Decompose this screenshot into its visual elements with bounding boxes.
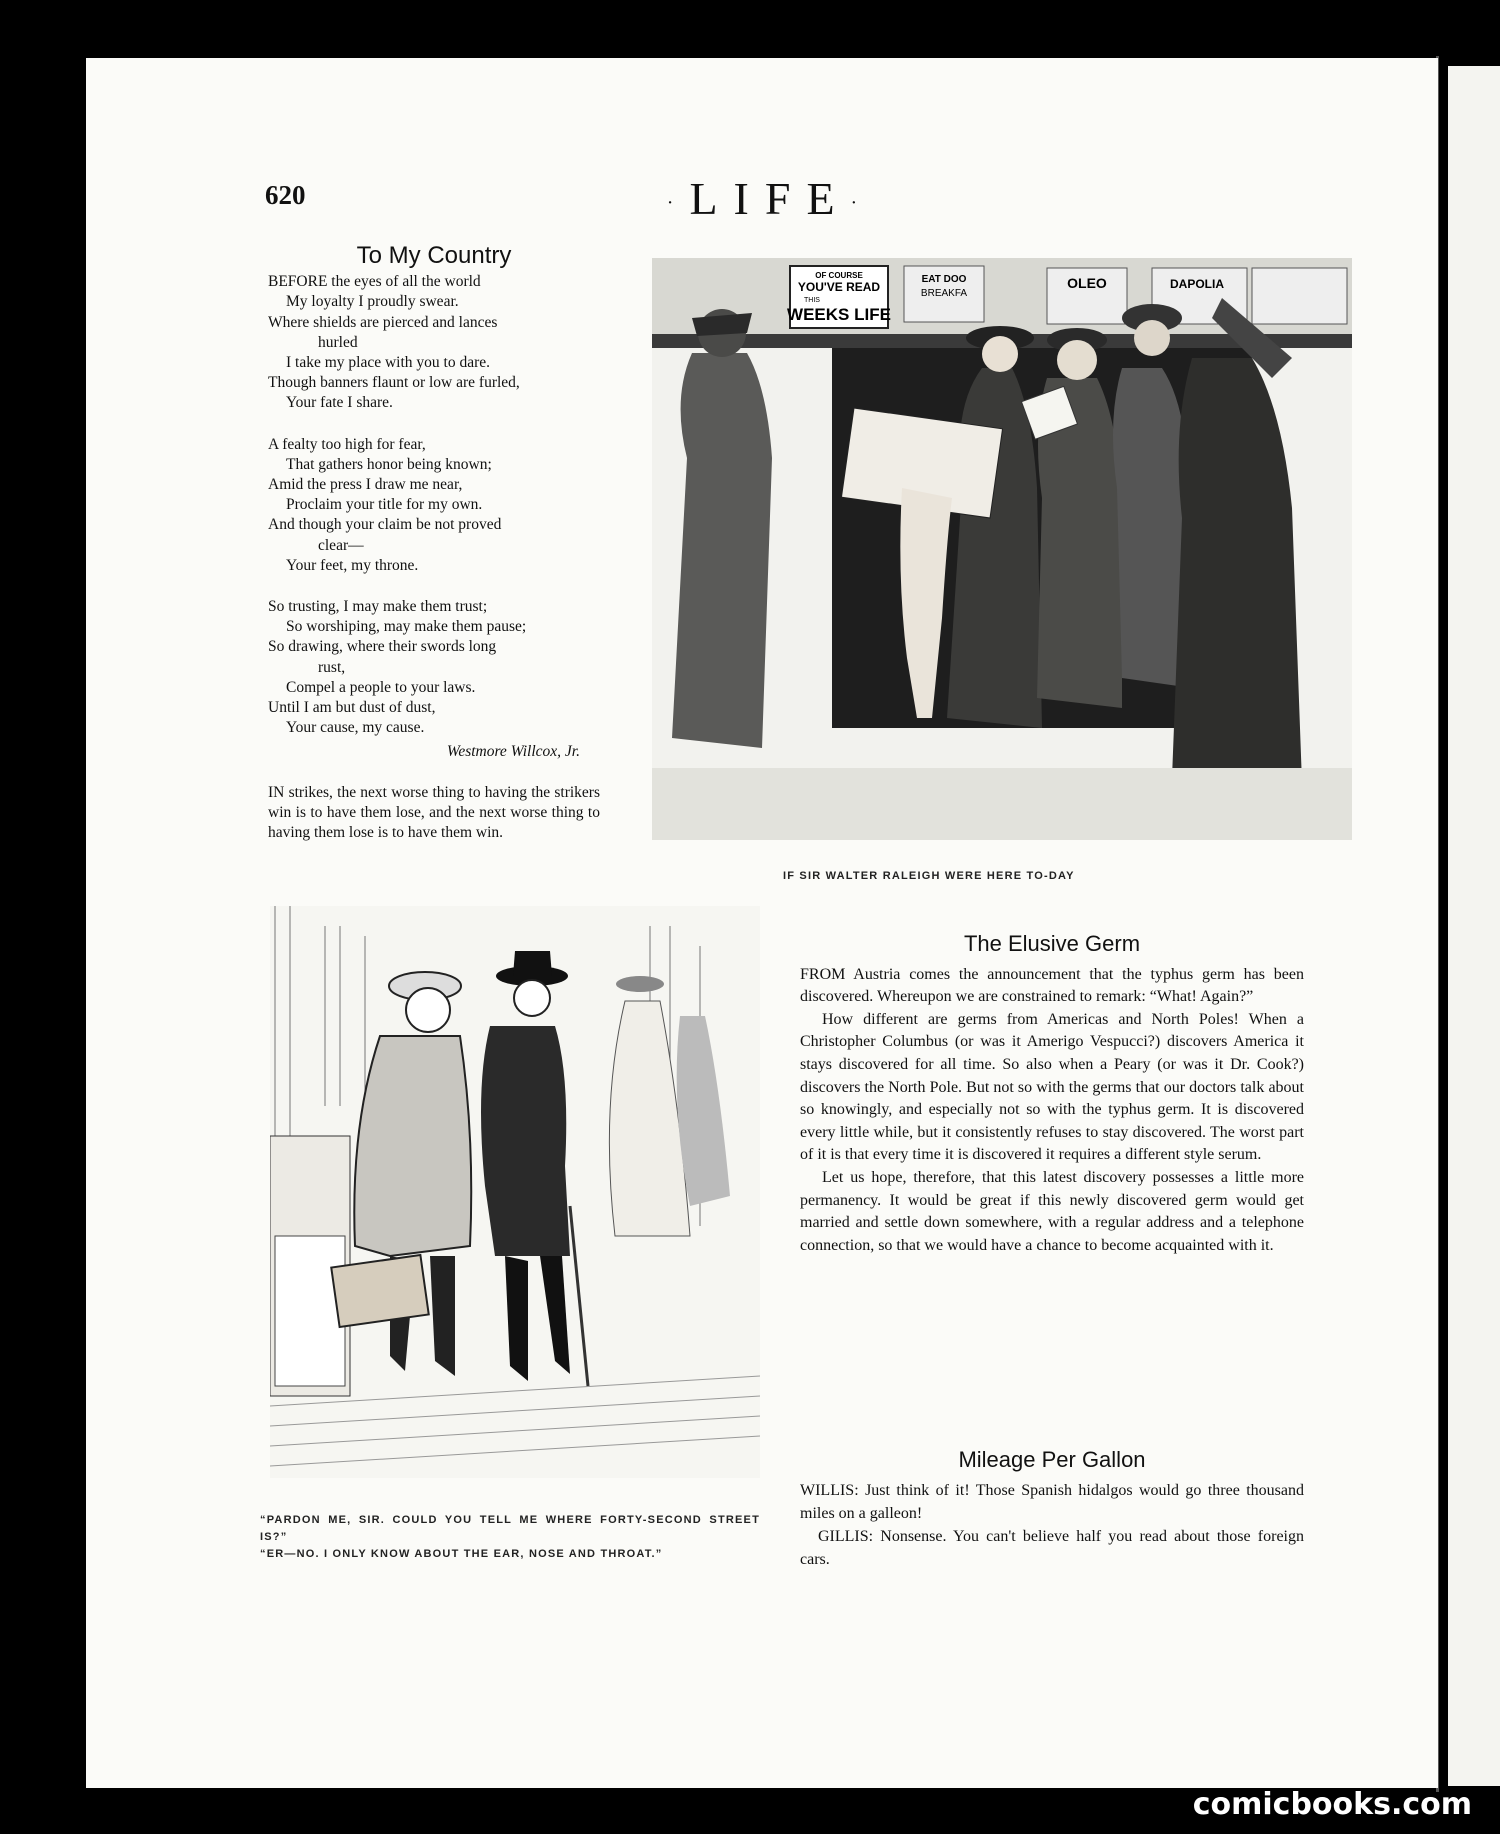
poem-line: BEFORE the eyes of all the world [268,273,481,291]
masthead-title: LIFE [689,173,851,224]
top-illustration-caption: IF SIR WALTER RALEIGH WERE HERE TO-DAY [783,870,1075,882]
poem-line: Amid the press I draw me near, [268,476,463,494]
sign-text: BREAKFA [920,288,968,299]
poem-line: My loyalty I proudly swear. [286,293,459,311]
poem-column [268,242,600,843]
sign-text: WEEKS LIFE [787,305,891,324]
poem-line: Proclaim your title for my own. [286,496,483,514]
poem-stanza-1 [268,272,600,413]
sign-text: EAT DOO [921,274,967,285]
poem-line: Though banners flaunt or low are furled, [268,374,520,392]
poem-line: Compel a people to your laws. [286,678,476,696]
poem-title: To My Country [356,242,512,269]
sign-text: THIS [804,297,820,304]
poem-line: And though your claim be not proved [268,516,502,534]
poem-line: Your fate I share. [286,394,393,412]
poem-line: A fealty too high for fear, [268,435,426,453]
poem-line: rust, [318,658,346,676]
poem-stanza-3 [268,597,600,738]
poem-line: Your feet, my throne. [286,556,419,574]
dialogue-line-gillis: GILLIS: Nonsense. You can't believe half you read about those foreign cars. [800,1528,1304,1568]
poem-line: clear— [318,536,364,554]
poem-line: Your cause, my cause. [286,719,425,737]
street-doctor-illustration [270,906,760,1478]
poem-stanza-2 [268,435,600,576]
poem-line: hurled [318,333,358,351]
poem-line: So trusting, I may make them trust; [268,598,488,616]
strikes-paragraph: IN strikes, the next worse thing to having the strikers win is to have them lose, and the next worse thing to having them lose is to have them win. [268,783,600,842]
article-title: The Elusive Germ [963,931,1141,956]
dialogue-line-willis: WILLIS: Just think of it! Those Spanish hidalgos would go three thousand miles on a galleon! [800,1482,1304,1522]
article-paragraph: How different are germs from Americas and North Poles! When a Christopher Columbus (or was it Amerigo Vespucci?) discovers America it stays discovered for all time. So also when a Peary (or was it Dr. Cook?) discovers the North Pole. But not so with the germs that our doctors talk about so knowingly, and especially not so with the typhus germ. It is discovered every little while, but it consistently refuses to stay discovered. The worst part of it is that every time it is discovered it requires a different style serum. [800,1010,1304,1164]
article-paragraph: Let us hope, therefore, that this latest discovery possesses a little more permanency. It would be great if this newly discovered germ would get married and settle down somewhere, with a regular address and a telephone connection, so that we would have a chance to become acquainted with it. [800,1168,1304,1254]
article-paragraph: FROM Austria comes the announcement that the typhus germ has been discovered. Whereupon we are constrained to remark: “What! Again?” [800,965,1304,1006]
poem-line: That gathers honor being known; [286,455,492,473]
subway-crowd-illustration [652,258,1352,840]
watermark: comicbooks.com [1192,1787,1472,1822]
caption-line: “ER—NO. I ONLY KNOW ABOUT THE EAR, NOSE AND THROAT.” [260,1548,663,1560]
mileage-article [800,1448,1304,1571]
poem-line: So worshiping, may make them pause; [286,618,527,636]
poem-line: Where shields are pierced and lances [268,313,498,331]
poem-line: Until I am but dust of dust, [268,699,436,717]
bottom-illustration-caption [260,1512,760,1563]
elusive-germ-article [800,933,1304,1257]
page-number: 620 [265,180,306,210]
masthead: ·LIFE· [666,173,874,224]
poem-line: So drawing, where their swords long [268,638,497,656]
poem-line: I take my place with you to dare. [286,354,491,372]
adjacent-page-edge [1448,66,1500,1786]
article-title: Mileage Per Gallon [958,1447,1146,1472]
sign-text: OF COURSE [815,271,863,280]
caption-line: “PARDON ME, SIR. COULD YOU TELL ME WHERE FORTY-SECOND STREET IS?” [260,1514,760,1543]
sign-text: YOU'VE READ [797,280,881,294]
poem-author: Westmore Willcox, Jr. [446,743,580,761]
sign-text: OLEO [1067,275,1107,291]
sign-text: DAPOLIA [1170,277,1224,291]
